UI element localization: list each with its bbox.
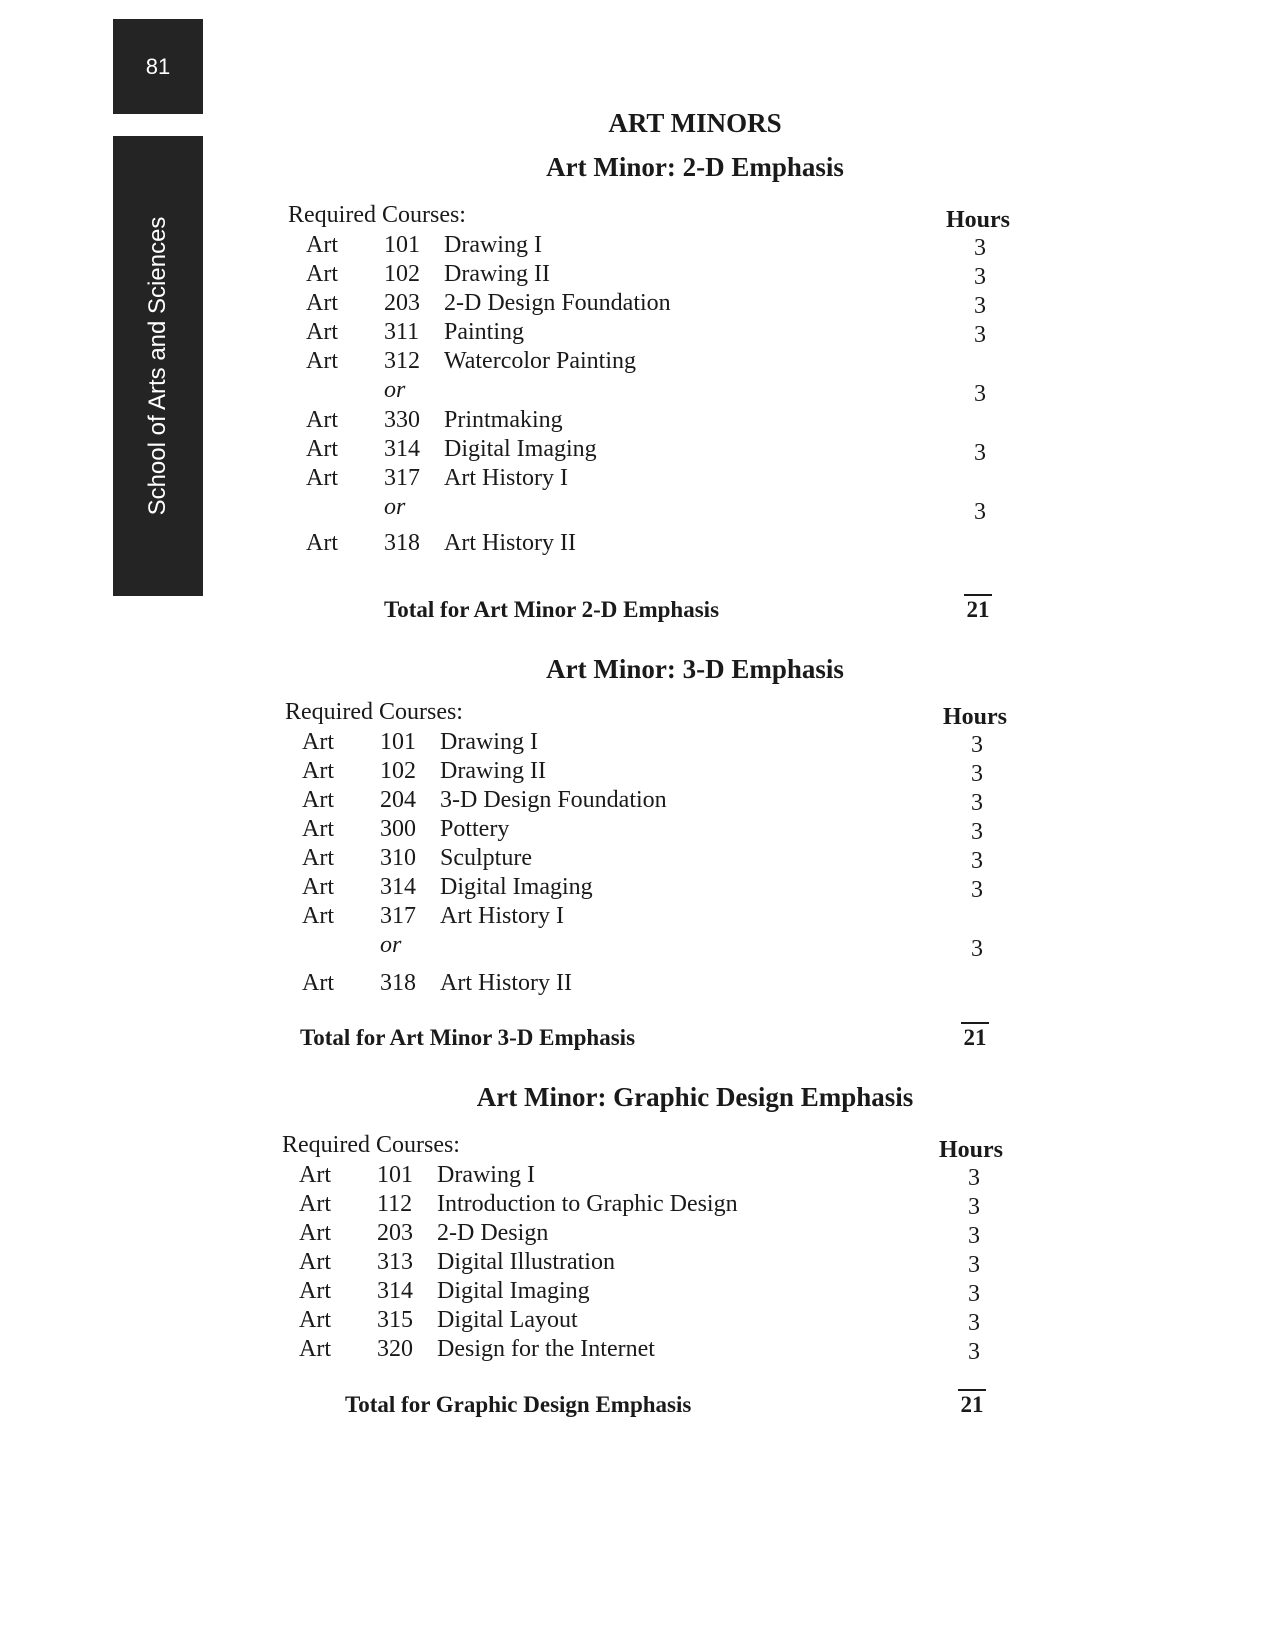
hours-header: Hours (946, 207, 1011, 233)
course-number: 203 (377, 1220, 413, 1246)
course-dept: Art (299, 1162, 331, 1188)
credit-hours: 3 (971, 848, 983, 874)
course-dept: Art (299, 1336, 331, 1362)
course-row (306, 436, 906, 466)
required-courses-label: Required Courses: (282, 1132, 460, 1158)
course-row (302, 874, 902, 904)
course-number: 101 (377, 1162, 413, 1188)
course-title: Sculpture (440, 845, 532, 871)
course-dept: Art (302, 816, 334, 842)
hours-header: Hours (939, 1137, 1004, 1163)
course-row (306, 290, 906, 320)
or-label: or (380, 932, 402, 958)
course-number: 204 (380, 787, 416, 813)
total-hours: 21 (961, 1022, 989, 1051)
course-dept: Art (306, 348, 338, 374)
course-number: 311 (384, 319, 420, 345)
course-row (299, 1249, 899, 1279)
course-row (306, 348, 906, 378)
hours-header: Hours (943, 704, 1008, 730)
course-title: Art History I (444, 465, 568, 491)
course-number: 101 (380, 729, 416, 755)
course-dept: Art (306, 530, 338, 556)
course-number: 112 (377, 1191, 413, 1217)
credit-hours: 3 (974, 235, 986, 261)
course-row (306, 261, 906, 291)
credit-hours: 3 (968, 1339, 980, 1365)
course-title: Watercolor Painting (444, 348, 637, 374)
course-row (306, 465, 906, 495)
credit-hours: 3 (974, 440, 986, 466)
credit-hours: 3 (971, 790, 983, 816)
course-number: 318 (384, 530, 420, 556)
credit-hours: 3 (971, 877, 983, 903)
course-title: Digital Layout (437, 1307, 578, 1333)
course-dept: Art (299, 1220, 331, 1246)
course-title: Pottery (440, 816, 510, 842)
course-number: 315 (377, 1307, 413, 1333)
credit-hours: 3 (968, 1165, 980, 1191)
course-dept: Art (302, 758, 334, 784)
course-dept: Art (302, 787, 334, 813)
credit-hours: 3 (971, 732, 983, 758)
course-title: Digital Imaging (440, 874, 593, 900)
side-tab-label: School of Arts and Sciences (144, 216, 171, 516)
course-row (302, 970, 902, 1000)
course-title: Drawing I (440, 729, 538, 755)
course-dept: Art (302, 874, 334, 900)
course-dept: Art (299, 1307, 331, 1333)
course-number: 102 (384, 261, 420, 287)
course-row (302, 787, 902, 817)
course-dept: Art (306, 290, 338, 316)
course-dept: Art (302, 903, 334, 929)
course-number: 300 (380, 816, 416, 842)
required-courses-label: Required Courses: (285, 699, 463, 725)
course-dept: Art (299, 1249, 331, 1275)
course-dept: Art (299, 1191, 331, 1217)
or-separator (306, 377, 906, 407)
course-title: Painting (444, 319, 525, 345)
page-title: ART MINORS (608, 108, 782, 138)
credit-hours: 3 (974, 322, 986, 348)
course-row (306, 319, 906, 349)
course-row (302, 729, 902, 759)
or-separator (306, 494, 906, 524)
course-number: 320 (377, 1336, 413, 1362)
course-row (299, 1162, 899, 1192)
course-row (306, 232, 906, 262)
course-title: Digital Imaging (437, 1278, 590, 1304)
credit-hours: 3 (974, 499, 986, 525)
or-separator (302, 932, 902, 962)
course-number: 317 (380, 903, 416, 929)
section-heading: Art Minor: 3-D Emphasis (546, 654, 844, 684)
course-row (299, 1336, 899, 1366)
course-number: 310 (380, 845, 416, 871)
credit-hours: 3 (968, 1281, 980, 1307)
total-label: Total for Graphic Design Emphasis (345, 1392, 692, 1417)
section-heading: Art Minor: 2-D Emphasis (546, 152, 844, 182)
course-dept: Art (302, 845, 334, 871)
credit-hours: 3 (971, 936, 983, 962)
course-row (302, 903, 902, 933)
credit-hours: 3 (968, 1194, 980, 1220)
course-dept: Art (302, 970, 334, 996)
course-title: Art History I (440, 903, 564, 929)
course-title: 2-D Design Foundation (444, 290, 671, 316)
credit-hours: 3 (974, 381, 986, 407)
credit-hours: 3 (968, 1223, 980, 1249)
credit-hours: 3 (974, 293, 986, 319)
page-number: 81 (113, 19, 203, 114)
course-dept: Art (306, 407, 338, 433)
course-row (299, 1278, 899, 1308)
course-row (299, 1191, 899, 1221)
section-side-tab (113, 136, 203, 596)
course-title: 3-D Design Foundation (440, 787, 667, 813)
course-row (306, 530, 906, 560)
course-dept: Art (306, 319, 338, 345)
course-number: 314 (384, 436, 420, 462)
course-title: Drawing II (444, 261, 550, 287)
course-row (302, 816, 902, 846)
course-number: 317 (384, 465, 420, 491)
course-number: 313 (377, 1249, 413, 1275)
course-title: Drawing II (440, 758, 546, 784)
course-dept: Art (306, 261, 338, 287)
credit-hours: 3 (968, 1252, 980, 1278)
total-label: Total for Art Minor 2-D Emphasis (384, 597, 720, 622)
course-number: 314 (377, 1278, 413, 1304)
course-number: 318 (380, 970, 416, 996)
credit-hours: 3 (971, 819, 983, 845)
course-row (306, 407, 906, 437)
course-number: 312 (384, 348, 420, 374)
course-title: Drawing I (437, 1162, 535, 1188)
course-dept: Art (299, 1278, 331, 1304)
course-dept: Art (302, 729, 334, 755)
course-number: 203 (384, 290, 420, 316)
section-heading: Art Minor: Graphic Design Emphasis (476, 1082, 914, 1112)
credit-hours: 3 (968, 1310, 980, 1336)
course-title: Digital Illustration (437, 1249, 615, 1275)
course-number: 101 (384, 232, 420, 258)
or-label: or (384, 377, 406, 403)
course-dept: Art (306, 436, 338, 462)
credit-hours: 3 (974, 264, 986, 290)
or-label: or (384, 494, 406, 520)
course-title: Design for the Internet (437, 1336, 655, 1362)
total-hours: 21 (964, 594, 992, 623)
required-courses-label: Required Courses: (288, 202, 466, 228)
course-title: Introduction to Graphic Design (437, 1191, 738, 1217)
course-dept: Art (306, 465, 338, 491)
course-title: Printmaking (444, 407, 563, 433)
course-number: 102 (380, 758, 416, 784)
course-row (299, 1307, 899, 1337)
course-title: Digital Imaging (444, 436, 597, 462)
course-title: Art History II (440, 970, 572, 996)
credit-hours: 3 (971, 761, 983, 787)
total-label: Total for Art Minor 3-D Emphasis (300, 1025, 636, 1050)
course-number: 330 (384, 407, 420, 433)
total-hours: 21 (958, 1389, 986, 1418)
course-title: Art History II (444, 530, 576, 556)
course-title: Drawing I (444, 232, 542, 258)
course-number: 314 (380, 874, 416, 900)
course-dept: Art (306, 232, 338, 258)
course-row (302, 758, 902, 788)
course-row (302, 845, 902, 875)
course-row (299, 1220, 899, 1250)
course-title: 2-D Design (437, 1220, 549, 1246)
